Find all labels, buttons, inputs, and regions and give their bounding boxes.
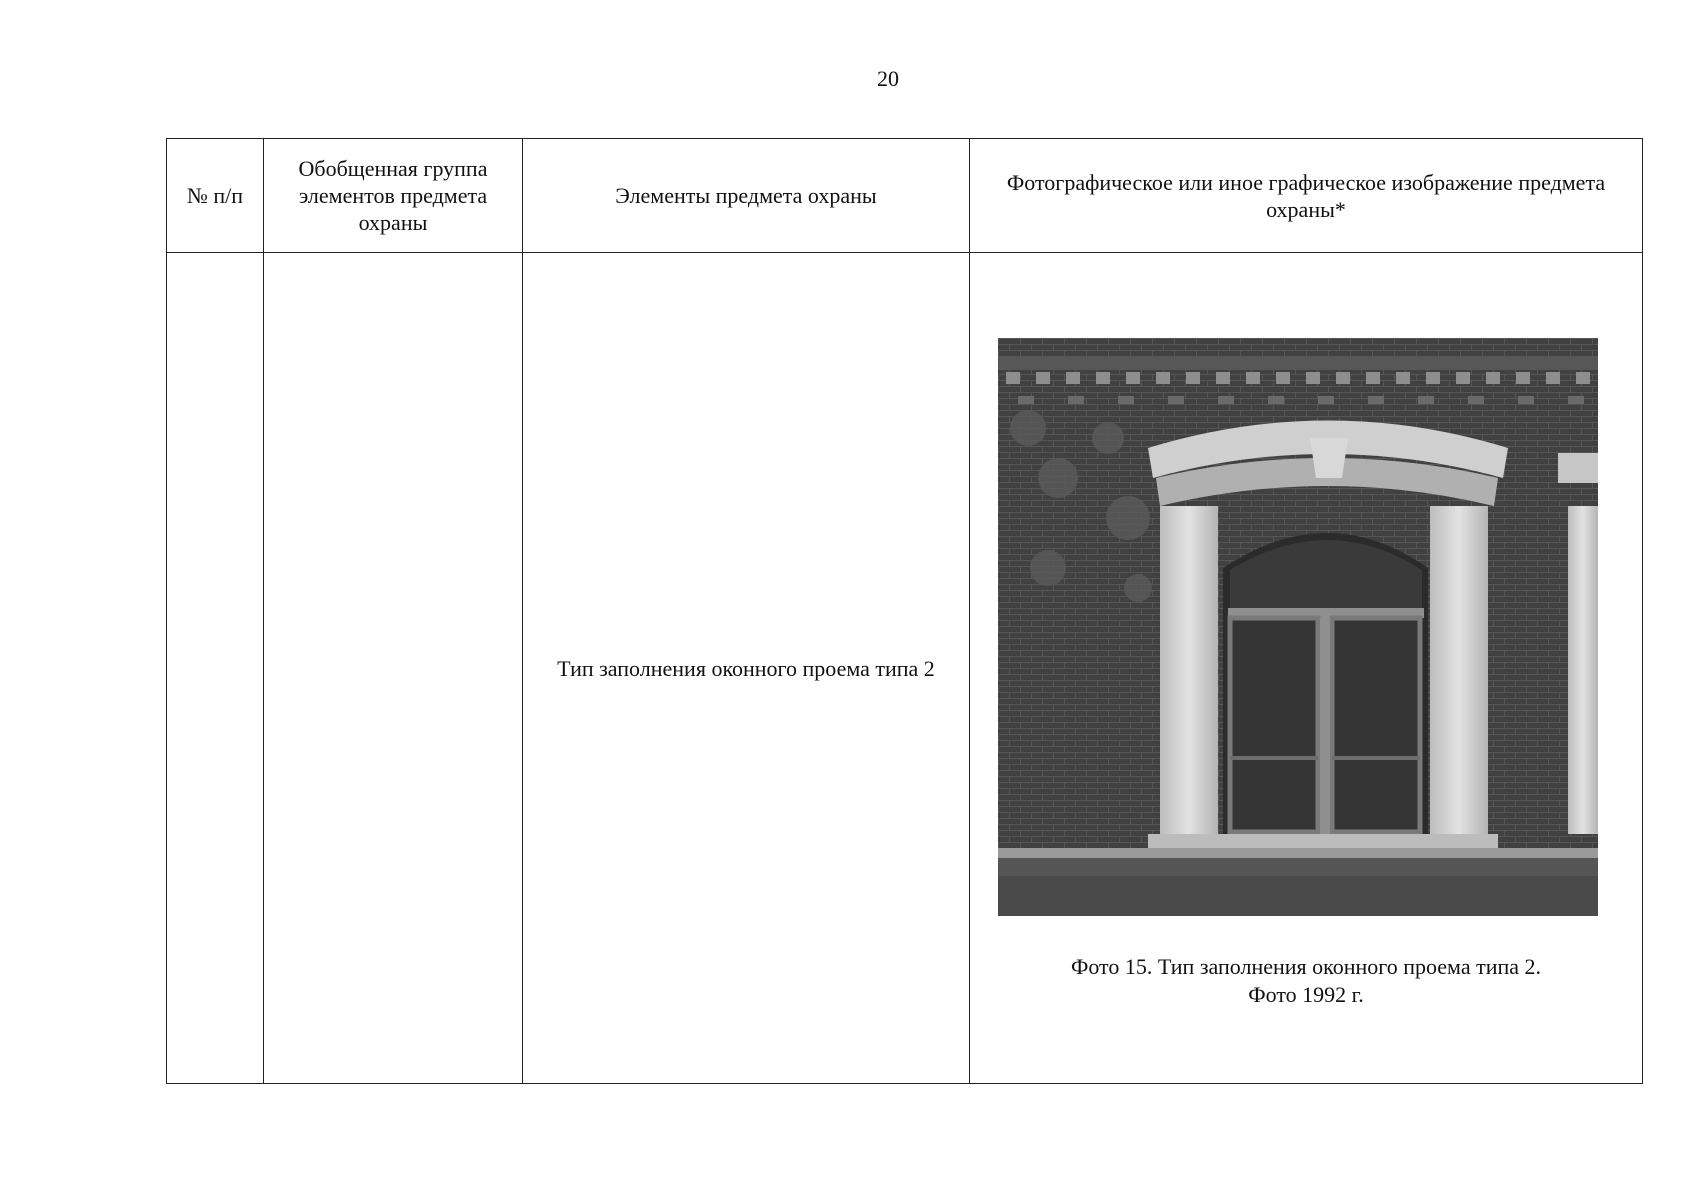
header-elements: Элементы предмета охраны — [523, 139, 970, 253]
header-photo: Фотографическое или иное графическое изображение предмета охраны* — [970, 139, 1643, 253]
header-number: № п/п — [167, 139, 264, 253]
photo-caption-line-2: Фото 1992 г. — [1248, 982, 1364, 1007]
table-header-row — [167, 139, 1643, 253]
protection-elements-table — [166, 138, 1643, 1084]
row-number-cell — [167, 253, 264, 1084]
row-photo-cell — [970, 253, 1643, 1084]
row-element-cell: Тип заполнения оконного проема типа 2 — [523, 253, 970, 1084]
window-photo — [998, 338, 1598, 916]
table-row — [167, 253, 1643, 1084]
row-group-cell — [264, 253, 523, 1084]
page-number: 20 — [877, 66, 899, 91]
photo-caption-line-1: Фото 15. Тип заполнения оконного проема типа 2. — [1070, 954, 1542, 979]
header-group: Обобщенная группа элементов предмета охраны — [264, 139, 523, 253]
photo-caption — [970, 953, 1642, 1009]
